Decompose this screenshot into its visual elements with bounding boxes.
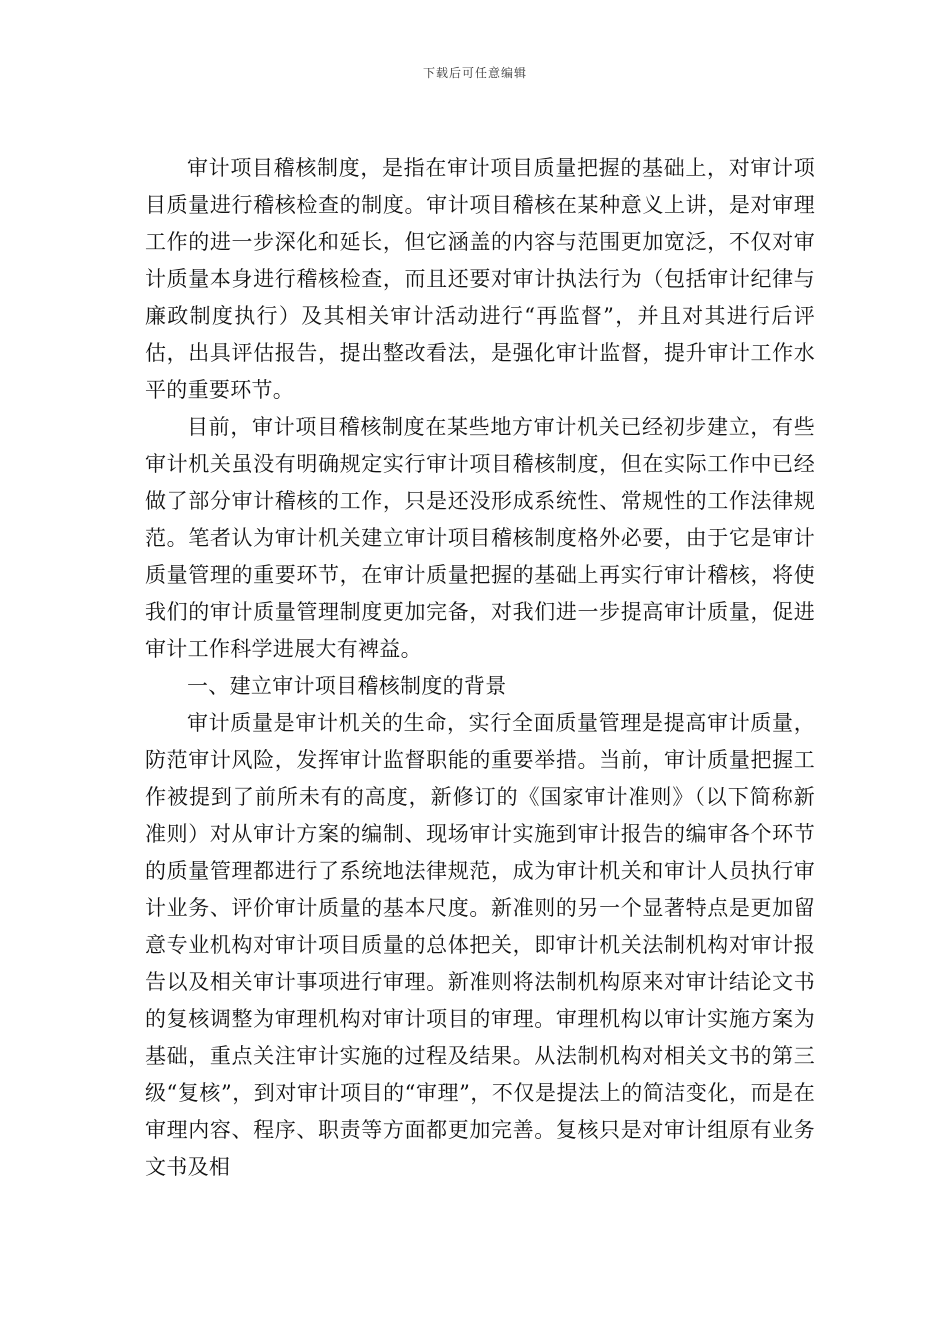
paragraph: 目前，审计项目稽核制度在某些地方审计机关已经初步建立，有些审计机关虽没有明确规定实行审计项目稽核制度，但在实际工作中已经做了部分审计稽核的工作，只是还没形成系统性、常规性的工作法律规范。笔者认为审计机关建立审计项目稽核制度格外必要，由于它是审计质量管理的重要环节，在审计质量把握的基础上再实行审计稽核，将使我们的审计质量管理制度更加完备，对我们进一步提高审计质量，促进审计工作科学进展大有裨益。	[145, 415, 815, 661]
header-note: 下载后可任意编辑	[422, 66, 527, 80]
document-body	[145, 150, 815, 1186]
paragraph: 审计质量是审计机关的生命，实行全面质量管理是提高审计质量，防范审计风险，发挥审计监督职能的重要举措。当前，审计质量把握工作被提到了前所未有的高度，新修订的《国家审计准则》（以下简称新准则）对从审计方案的编制、现场审计实施到审计报告的编审各个环节的质量管理都进行了系统地法律规范，成为审计机关和审计人员执行审计业务、评价审计质量的基本尺度。新准则的另一个显著特点是更加留意专业机构对审计项目质量的总体把关，即审计机关法制机构对审计报告以及相关审计事项进行审理。新准则将法制机构原来对审计结论文书的复核调整为审理机构对审计项目的审理。审理机构以审计实施方案为基础，重点关注审计实施的过程及结果。从法制机构对相关文书的第三级“复核”，到对审计项目的“审理”，不仅是提法上的简洁变化，而是在审理内容、程序、职责等方面都更加完善。复核只是对审计组原有业务文书及相	[145, 711, 815, 1179]
paragraph: 审计项目稽核制度，是指在审计项目质量把握的基础上，对审计项目质量进行稽核检查的制度。审计项目稽核在某种意义上讲，是对审理工作的进一步深化和延长，但它涵盖的内容与范围更加宽泛，不仅对审计质量本身进行稽核检查，而且还要对审计执法行为（包括审计纪律与廉政制度执行）及其相关审计活动进行“再监督”，并且对其进行后评估，出具评估报告，提出整改看法，是强化审计监督，提升审计工作水平的重要环节。	[145, 156, 815, 402]
section-heading: 一、建立审计项目稽核制度的背景	[187, 674, 507, 698]
